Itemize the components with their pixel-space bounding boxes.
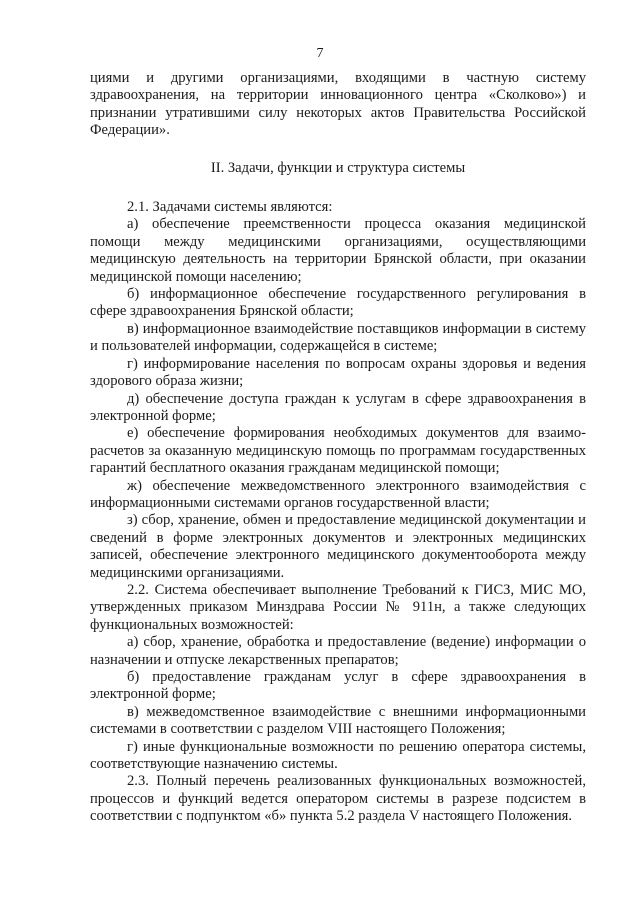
document-body bbox=[90, 70, 586, 826]
list-item-g-2: г) иные функциональные возможности по решению оператора системы, соответствующие назначению системы. bbox=[90, 738, 586, 773]
list-item-v: в) информационное взаимодействие поставщиков информации в систему и пользователей информации, содержащейся в системе; bbox=[90, 320, 586, 355]
list-item-b: б) информационное обеспечение государственного регулирования в сфере здравоохранения Брянской области; bbox=[90, 286, 586, 320]
page-number: 7 bbox=[316, 46, 324, 61]
list-item-zh: ж) обеспечение межведомственного электронного взаимодействия с информационными системами органов государственной власти; bbox=[90, 477, 586, 511]
intro-paragraph: циями и другими организациями, входящими в частную систему здравоохранения, на территории инновационного центра «Сколково») и признании утратившими силу некоторых актов Правительства Российской Федерации». bbox=[90, 70, 586, 139]
paragraph-2-3: 2.3. Полный перечень реализованных функциональных возможностей, процессов и функций ведется оператором системы в разрезе подсистем в соответствии с подпунктом «б» пункта 5.2 раздела V настоящего Положения. bbox=[90, 773, 586, 825]
list-item-e: е) обеспечение формирования необходимых документов для взаимо-расчетов за оказанную медицинскую помощь по программам государственных гарантий бесплатного оказания гражданам медицинской помощи; bbox=[90, 425, 586, 477]
list-item-a: а) обеспечение преемственности процесса оказания медицинской помощи между медицинскими организациями, осуществляющими медицинскую деятельность на территории Брянской области, при оказании медицинской помощи населению; bbox=[90, 216, 586, 285]
section-title: II. Задачи, функции и структура системы bbox=[210, 159, 466, 176]
list-item-b-2: б) предоставление гражданам услуг в сфере здравоохранения в электронной форме; bbox=[90, 669, 586, 703]
paragraph-2-1: 2.1. Задачами системы являются: bbox=[127, 199, 333, 216]
list-item-g: г) информирование населения по вопросам охраны здоровья и ведения здорового образа жизни; bbox=[90, 355, 586, 390]
list-item-a-2: а) сбор, хранение, обработка и предоставление (ведение) информации о назначении и отпуске лекарственных препаратов; bbox=[90, 634, 586, 668]
list-item-z: з) сбор, хранение, обмен и предоставление медицинской документации и сведений в форме электронных документов и электронных медицинских записей, обеспечение электронного медицинского документооборота между медицинскими организациями. bbox=[90, 512, 586, 581]
list-item-d: д) обеспечение доступа граждан к услугам в сфере здравоохранения в электронной форме; bbox=[90, 390, 586, 424]
paragraph-2-2: 2.2. Система обеспечивает выполнение Требований к ГИСЗ, МИС МО, утвержденных приказом Минздрава России № 911н, а также следующих функциональных возможностей: bbox=[90, 581, 586, 633]
list-item-v-2: в) межведомственное взаимодействие с внешними информационными системами в соответствии с разделом VIII настоящего Положения; bbox=[90, 703, 586, 738]
